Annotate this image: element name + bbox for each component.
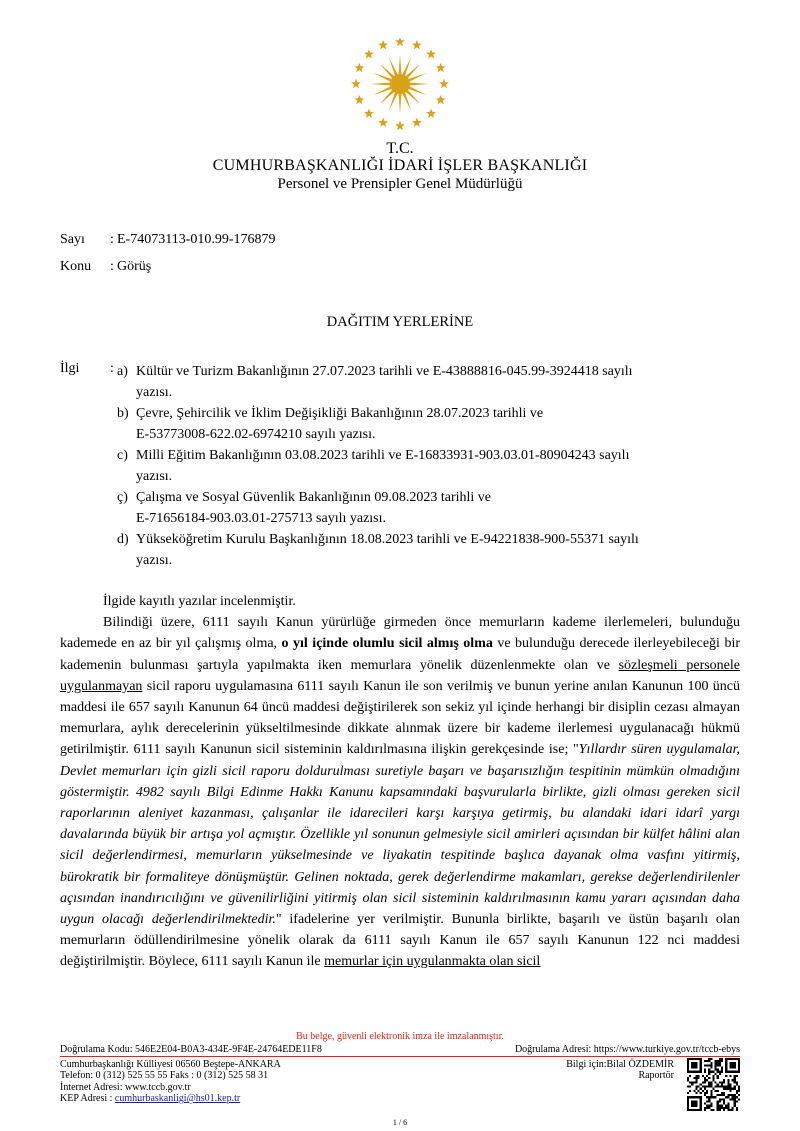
ilgi-item-line2: E-71656184-903.03.01-275713 sayılı yazısı. [136,511,387,526]
footer-divider [60,1056,740,1057]
ilgi-item-line1: Çalışma ve Sosyal Güvenlik Bakanlığının 09.08.2023 tarihli ve [136,490,492,505]
body-paragraph-1: İlgide kayıtlı yazılar incelenmiştir. [103,594,296,609]
ilgi-item-line2: yazısı. [136,385,173,400]
emblem-star-icon [436,95,446,104]
header-tc: T.C. [386,140,414,157]
body-text [60,591,740,973]
signer-title: Raportör [638,1070,674,1082]
header-organization: CUMHURBAŞKANLIĞI İDARİ İŞLER BAŞKANLIĞI [212,157,588,174]
ilgi-item-letter: d) [117,532,129,547]
konu-colon: : [110,259,114,274]
ilgi-item-line1: Milli Eğitim Bakanlığının 03.08.2023 tarihli ve E-16833931-903.03.01-80904243 sayılı [136,448,630,463]
emblem-star-icon [426,49,436,58]
ilgi-item-line1: Çevre, Şehircilik ve İklim Değişikliği Bakanlığının 28.07.2023 tarihli ve [136,406,544,421]
emblem-ray-icon [398,55,401,75]
ilgi-item-line2: yazısı. [136,469,173,484]
signature-note: Bu belge, güvenli elektronik imza ile imzalanmıştır. [296,1031,504,1042]
kep-address-link[interactable]: cumhurbaskanligi@hs01.kep.tr [114,1093,241,1105]
distribution-title: DAĞITIM YERLERİNE [326,314,474,330]
ilgi-item-line2: E-53773008-622.02-6974210 sayılı yazısı. [136,427,376,442]
ilgi-item-letter: c) [117,448,128,463]
emblem-star-icon [378,40,388,49]
address-line: Cumhurbaşkanlığı Külliyesi 06560 Beştepe-ANKARA [60,1059,281,1070]
sayi-label: Sayı [60,232,85,247]
verification-address[interactable]: Doğrulama Adresi: https://www.turkiye.gov.tr/tccb-ebys [514,1044,740,1055]
emblem-star-icon [395,38,405,46]
verification-code: Doğrulama Kodu: 546E2E04-B0A3-434E-9F4E-24764EDE11F8 [60,1044,322,1055]
quoted-justification: Yıllardır süren uygulamalar, Devlet memurları için gizli sicil raporu doldurulması suretiyle başarı ve başarısızlığın tespitinin mümkün olmadığını göstermiştir. 4982 sayılı Bilgi Edinme Hakkı Kanunu kapsamındaki başvurularla birlikte, gizli olması gereken sicil raporlarının aleniyet kazanması, çalışanlar ile idarecileri karşı karşıya getirmiş, bu alandaki idari idarî yargı davalarında büyük bir artışa yol açmıştır. Özellikle yıl sonunun gelmesiyle sicil amirleri açısından bir külfet hâlini alan sicil değerlendirmesi, memurların yükselmesinde ve liyakatin tespitinde başlıca dayanak olma vasfını yitirmiş, bürokratik bir formaliteye dönüşmüştür. Gelinen noktada, gerek değerlendirme makamları, gerekse değerlendirilenler açısından inandırıcılığını ve güvenilirliğini yitirmiş olan sicil sisteminin kaldırılmasının kamu yararı açısından daha uygun olacağı değerlendirilmektedir. [60,742,740,928]
emblem-sun-core [390,74,410,94]
konu-value: Görüş [117,259,152,274]
ilgi-item-line1: Kültür ve Turizm Bakanlığının 27.07.2023 tarihli ve E-43888816-045.99-3924418 sayılı [136,364,633,379]
signer-info: Bilgi için:Bilal ÖZDEMİR [566,1059,674,1070]
ilgi-item [117,403,737,445]
emblem-star-icon [354,95,364,104]
ilgi-colon: : [110,361,114,376]
ilgi-item [117,361,737,403]
underlined-phrase: memurlar için uygulanmakta olan sicil [324,954,541,970]
emblem-star-icon [378,118,388,127]
emblem-star-icon [412,40,422,49]
header-department: Personel ve Prensipler Genel Müdürlüğü [277,176,523,192]
ilgi-item-line1: Yükseköğretim Kurulu Başkanlığının 18.08.2023 tarihli ve E-94221838-900-55371 sayılı [136,532,639,547]
kep-line: KEP Adresi : cumhurbaskanligi@hs01.kep.tr [60,1093,241,1105]
signer-block [566,1059,674,1082]
emblem-star-icon [395,121,405,130]
phone-line: Telefon: 0 (312) 525 55 55 Faks : 0 (312) 525 58 31 [60,1070,269,1082]
ilgi-item-letter: ç) [117,490,128,505]
emblem-star-icon [426,109,436,118]
ilgi-item [117,529,737,571]
ilgi-item-line2: yazısı. [136,553,173,568]
footer-address-block [60,1059,281,1105]
ilgi-item [117,445,737,487]
emblem-star-icon [439,79,449,88]
sayi-colon: : [110,232,114,247]
emblem-star-icon [354,63,364,72]
emblem-star-icon [364,49,374,58]
emblem-ray-icon [398,93,401,113]
konu-label: Konu [60,259,92,274]
emblem-star-icon [412,118,422,127]
qr-code-icon [687,1058,740,1111]
page-number: 1 / 6 [392,1118,408,1127]
ilgi-item-letter: b) [117,406,129,421]
emblem-star-icon [364,109,374,118]
underlined-phrase: sözleşmeli personele uygulanmayan [60,657,740,694]
internet-line: İnternet Adresi: www.tccb.gov.tr [60,1081,191,1093]
ilgi-list [117,361,737,571]
ilgi-label: İlgi [60,361,80,376]
emblem-ray-icon [409,82,429,85]
presidential-emblem-icon [346,38,454,138]
body-paragraph-2: Bilindiği üzere, 6111 sayılı Kanun yürürlüğe girmeden önce memurların kademe ilerlemeleri, bulunduğu kademede en az bir yıl çalışmış olma, o yıl içinde olumlu sicil almış olma ve bulunduğu derecede ilerleyebileceği bir kademenin bulunması şartıyla yapılmakta iken memurlara yönelik düzenlenmekte olan ve sözleşmeli personele uygulanmayan sicil raporu uygulamasına 6111 sayılı Kanun ile son verilmiş ve bunun yerine anılan Kanunun 100 üncü maddesi ile 657 sayılı Kanunun 64 üncü maddesi değiştirilerek son sekiz yıl içinde herhangi bir disiplin cezası almayan memurlara, aylık derecelerinin yükseltilmesinde dikkate alınmak üzere bir kademe ilerlemesi uygulanacağı hükmü getirilmiştir. 6111 sayılı Kanunun sicil sisteminin kaldırılmasına ilişkin gerekçesinde ise; "Yıllardır süren uygulamalar, Devlet memurları için gizli sicil raporu doldurulması suretiyle başarı ve başarısızlığın tespitinin mümkün olmadığını göstermiştir. 4982 sayılı Bilgi Edinme Hakkı Kanunu kapsamındaki başvurularla birlikte, gizli olması gereken sicil raporlarının aleniyet kazanması, çalışanlar ile idarecileri karşı karşıya getirmiş, bu alandaki idari idarî yargı davalarında büyük bir artışa yol açmıştır. Özellikle yıl sonunun gelmesiyle sicil amirleri açısından bir külfet hâlini alan sicil değerlendirmesi, memurların yükselmesinde ve liyakatin tespitinde başlıca dayanak olma vasfını yitirmiş, bürokratik bir formaliteye dönüşmüştür. Gelinen noktada, gerek değerlendirme makamları, gerekse değerlendirilenler açısından inandırıcılığını ve güvenilirliğini yitirmiş olan sicil sisteminin kaldırılmasının kamu yararı açısından daha uygun olacağı değerlendirilmektedir." ifadelerine yer verilmiştir. Bununla birlikte, başarılı ve üstün başarılı olan memurların ödüllendirilmesine yönelik olarak da 6111 sayılı Kanun ile 657 sayılı Kanunun 122 nci maddesi değiştirilmiştir. Böylece, 6111 sayılı Kanun ile memurlar için uygulanmakta olan sicil [60,615,741,970]
ilgi-item [117,487,737,529]
bold-phrase: o yıl içinde olumlu sicil almış olma [281,636,493,652]
emblem-star-icon [436,63,446,72]
emblem-ray-icon [371,82,391,85]
emblem-star-icon [351,79,361,88]
ilgi-item-letter: a) [117,364,128,379]
sayi-value: E-74073113-010.99-176879 [117,232,276,247]
